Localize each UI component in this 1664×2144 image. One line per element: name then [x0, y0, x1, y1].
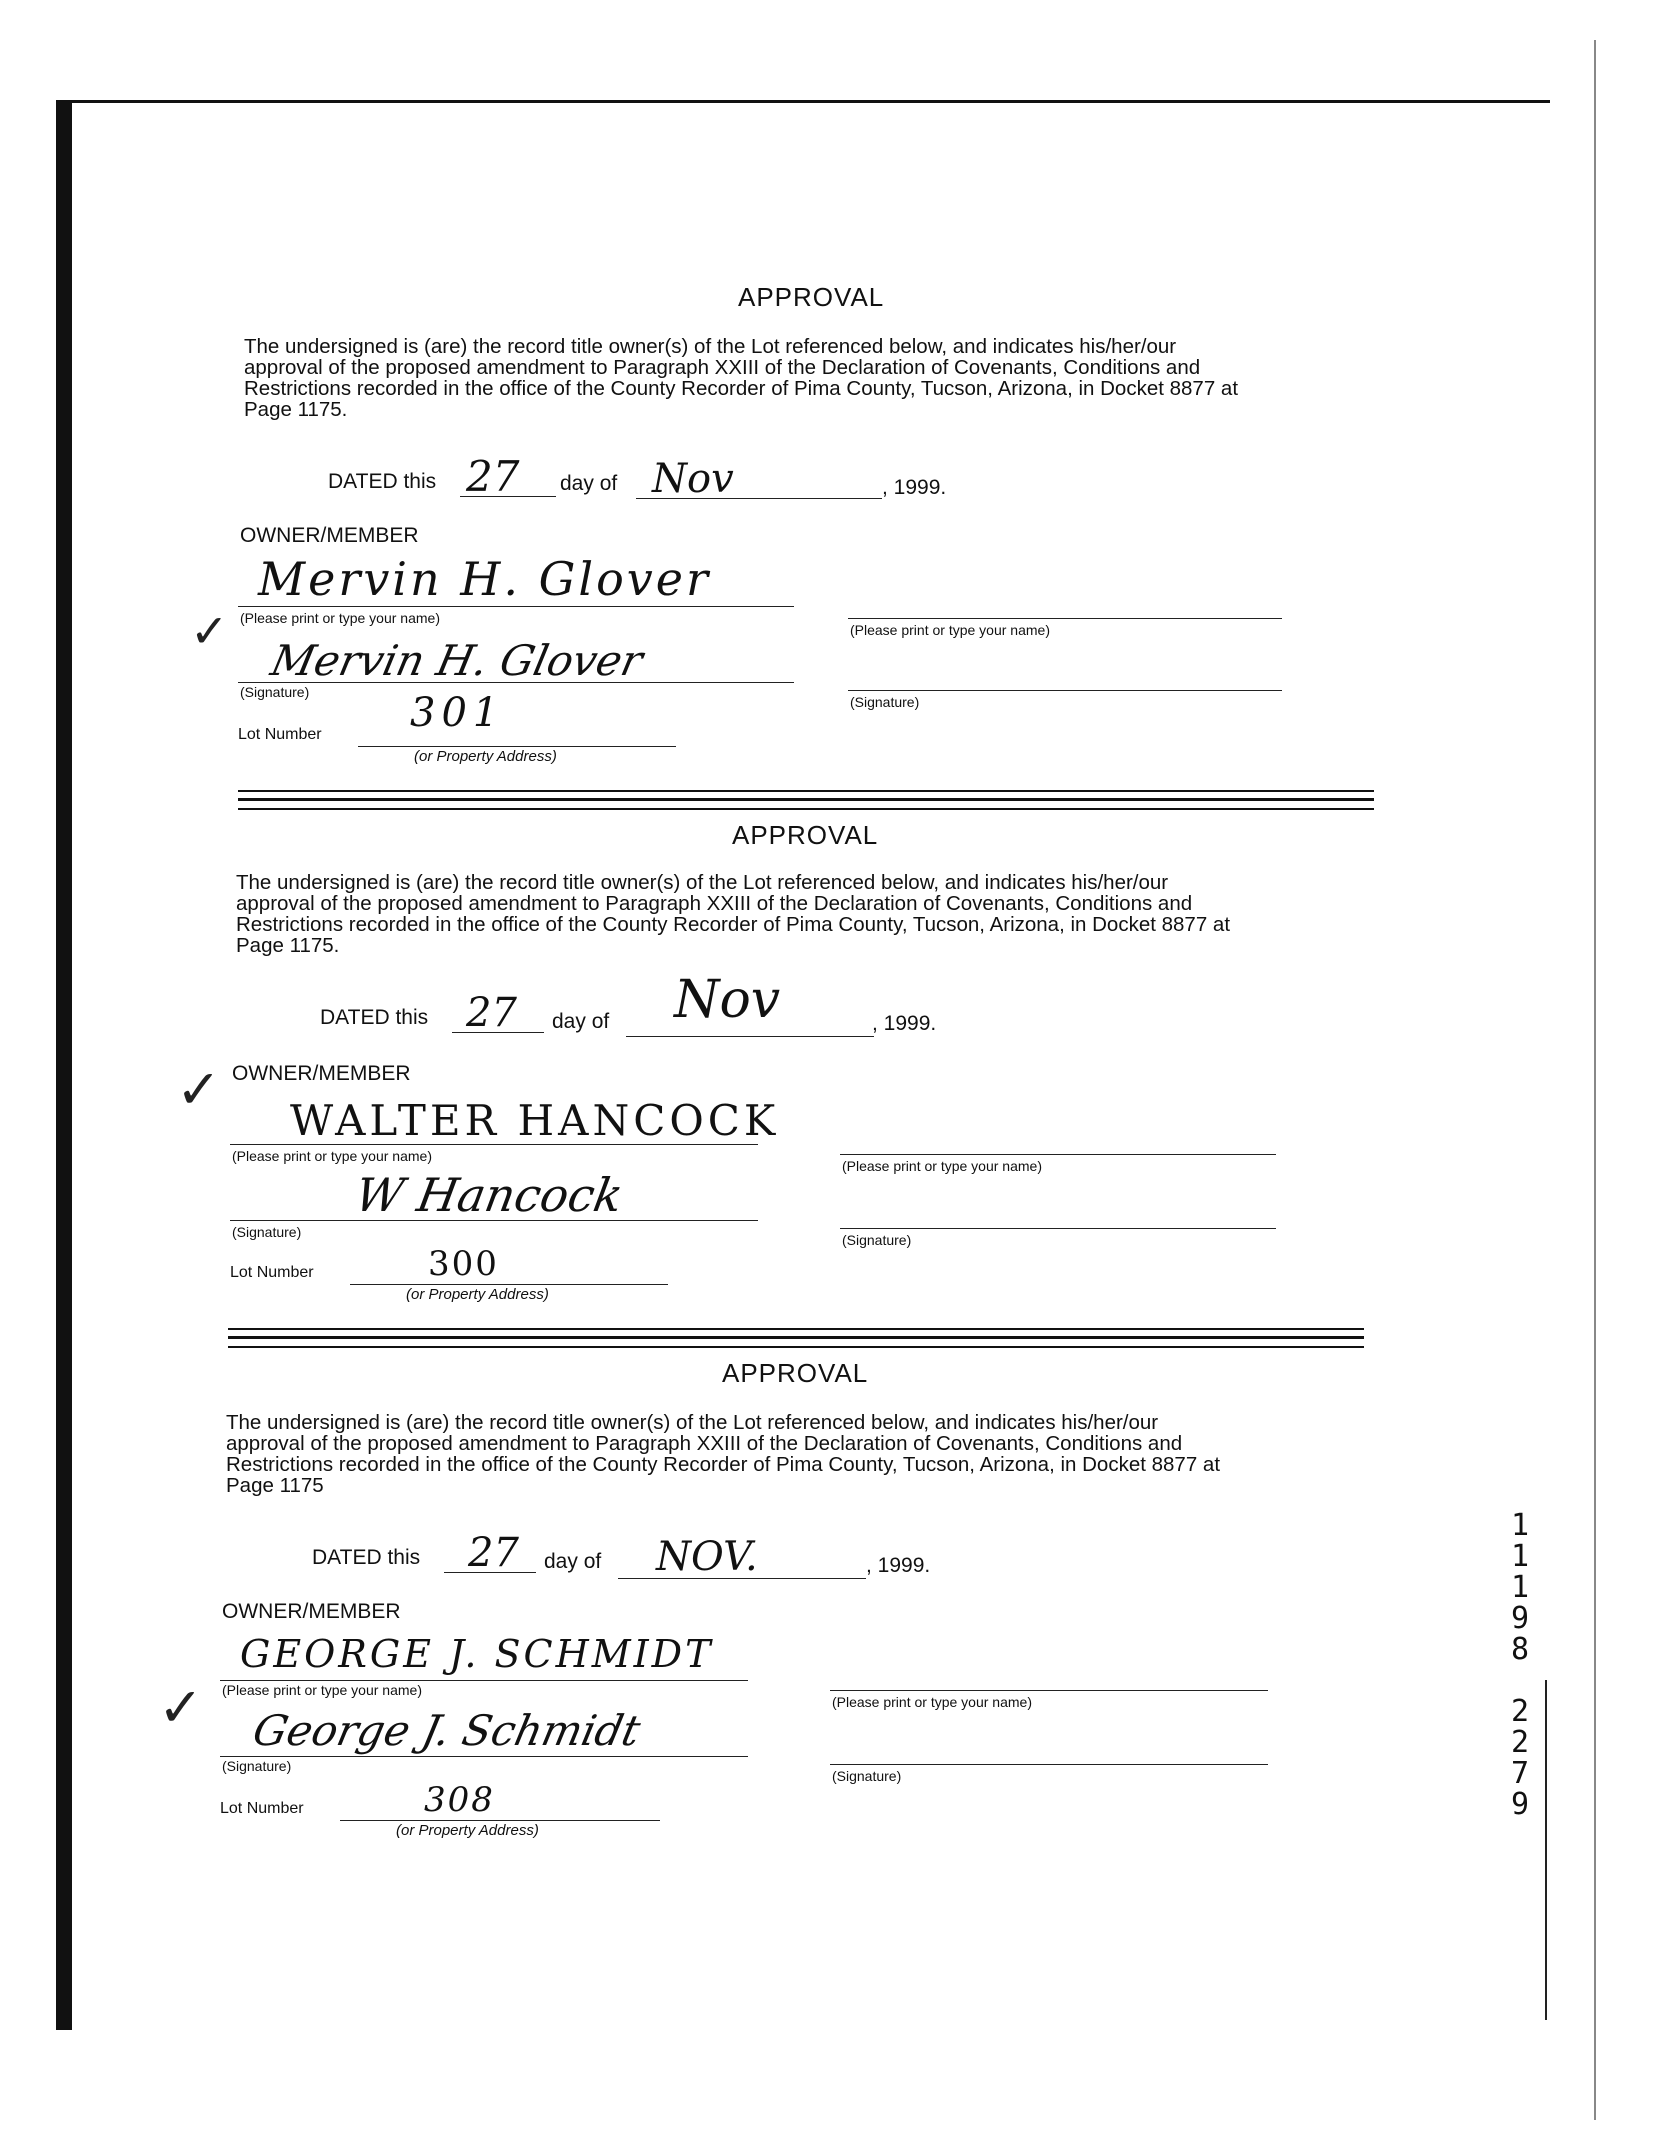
co-owner-name-line: [840, 1154, 1276, 1155]
co-owner-name-caption: (Please print or type your name): [832, 1694, 1032, 1710]
signature-line: [230, 1220, 758, 1221]
co-owner-signature-caption: (Signature): [850, 694, 920, 710]
year-label: , 1999.: [882, 476, 947, 499]
section-divider: [238, 798, 1374, 801]
signature-line: [238, 682, 794, 683]
co-owner-signature-line: [830, 1764, 1268, 1765]
owner-member-label: OWNER/MEMBER: [222, 1600, 401, 1623]
section-divider: [228, 1346, 1364, 1348]
dated-label: DATED this: [320, 1006, 429, 1029]
day-value: 27: [466, 452, 520, 501]
co-owner-signature-caption: (Signature): [842, 1232, 912, 1248]
section-title: APPROVAL: [732, 820, 879, 850]
section-divider: [238, 808, 1374, 810]
lot-number-value: 308: [424, 1780, 495, 1820]
name-caption: (Please print or type your name): [240, 610, 440, 626]
printed-name-value: WALTER HANCOCK: [290, 1096, 780, 1145]
lot-number-label: Lot Number: [230, 1264, 314, 1281]
lot-caption: (or Property Address): [414, 748, 557, 765]
name-line: [238, 606, 794, 607]
co-owner-name-line: [848, 618, 1282, 619]
page-left-edge: [56, 100, 72, 2030]
printed-name-value: Mervin H. Glover: [258, 552, 711, 606]
name-caption: (Please print or type your name): [232, 1148, 432, 1164]
lot-number-line: [340, 1820, 660, 1821]
co-owner-name-line: [830, 1690, 1268, 1691]
approval-paragraph: The undersigned is (are) the record title owner(s) of the Lot referenced below, and indicates his/her/our approval of the proposed amendment to Paragraph XXIII of the Declaration of Covenants, Conditions and Restrictions recorded in the office of the County Recorder of Pima County, Tucson, Arizona, in Docket 8877 at Page 1175.: [236, 871, 1231, 957]
signature-caption: (Signature): [240, 684, 310, 700]
lot-number-label: Lot Number: [220, 1800, 304, 1817]
signature-caption: (Signature): [222, 1758, 292, 1774]
co-owner-signature-caption: (Signature): [832, 1768, 902, 1784]
day-of-label: day of: [544, 1550, 602, 1573]
lot-number-value: 300: [428, 1244, 499, 1284]
page-top-rule: [56, 100, 1550, 103]
section-divider: [228, 1328, 1364, 1330]
section-divider: [228, 1336, 1364, 1339]
co-owner-name-caption: (Please print or type your name): [842, 1158, 1042, 1174]
signature-caption: (Signature): [232, 1224, 302, 1240]
day-of-label: day of: [552, 1010, 610, 1033]
section-divider: [238, 790, 1374, 792]
approval-checkmark: ✓: [190, 604, 229, 658]
name-line: [220, 1680, 748, 1681]
dated-label: DATED this: [328, 470, 437, 493]
day-value: 27: [468, 1530, 519, 1576]
section-title: APPROVAL: [722, 1358, 869, 1388]
lot-number-label: Lot Number: [238, 726, 322, 743]
approval-checkmark: ✓: [176, 1058, 222, 1121]
name-caption: (Please print or type your name): [222, 1682, 422, 1698]
signature-value: Mervin H. Glover: [266, 636, 647, 685]
approval-checkmark: ✓: [158, 1676, 204, 1739]
co-owner-name-caption: (Please print or type your name): [850, 622, 1050, 638]
owner-member-label: OWNER/MEMBER: [232, 1062, 411, 1085]
lot-number-value: 301: [410, 690, 505, 736]
signature-value: George J. Schmidt: [248, 1706, 645, 1755]
year-label: , 1999.: [866, 1554, 931, 1577]
signature-value: W Hancock: [351, 1168, 627, 1222]
day-of-label: day of: [560, 472, 618, 495]
lot-number-line: [350, 1284, 668, 1285]
signature-line: [220, 1756, 748, 1757]
day-value: 27: [466, 990, 517, 1036]
name-line: [230, 1144, 758, 1145]
co-owner-signature-line: [840, 1228, 1276, 1229]
owner-member-label: OWNER/MEMBER: [240, 524, 419, 547]
section-title: APPROVAL: [738, 282, 885, 312]
printed-name-value: GEORGE J. SCHMIDT: [240, 1632, 714, 1676]
month-value: NOV.: [656, 1534, 758, 1580]
dated-label: DATED this: [312, 1546, 421, 1569]
margin-stub-line: [1545, 1680, 1547, 2020]
co-owner-signature-line: [848, 690, 1282, 691]
month-value: Nov: [674, 970, 781, 1030]
approval-paragraph: The undersigned is (are) the record title owner(s) of the Lot referenced below, and indicates his/her/our approval of the proposed amendment to Paragraph XXIII of the Declaration of Covenants, Conditions and Restrictions recorded in the office of the County Recorder of Pima County, Tucson, Arizona, in Docket 8877 at Page 1175.: [244, 335, 1239, 421]
month-value: Nov: [652, 456, 734, 502]
lot-caption: (or Property Address): [396, 1822, 539, 1839]
lot-number-line: [358, 746, 676, 747]
page-right-edge: [1594, 40, 1596, 2120]
document-number: 1 1 1 9 8 2 2 7 9: [1510, 1508, 1530, 1822]
year-label: , 1999.: [872, 1012, 937, 1035]
lot-caption: (or Property Address): [406, 1286, 549, 1303]
approval-paragraph: The undersigned is (are) the record title owner(s) of the Lot referenced below, and indicates his/her/our approval of the proposed amendment to Paragraph XXIII of the Declaration of Covenants, Conditions and Restrictions recorded in the office of the County Recorder of Pima County, Tucson, Arizona, in Docket 8877 at Page 1175: [226, 1411, 1221, 1497]
